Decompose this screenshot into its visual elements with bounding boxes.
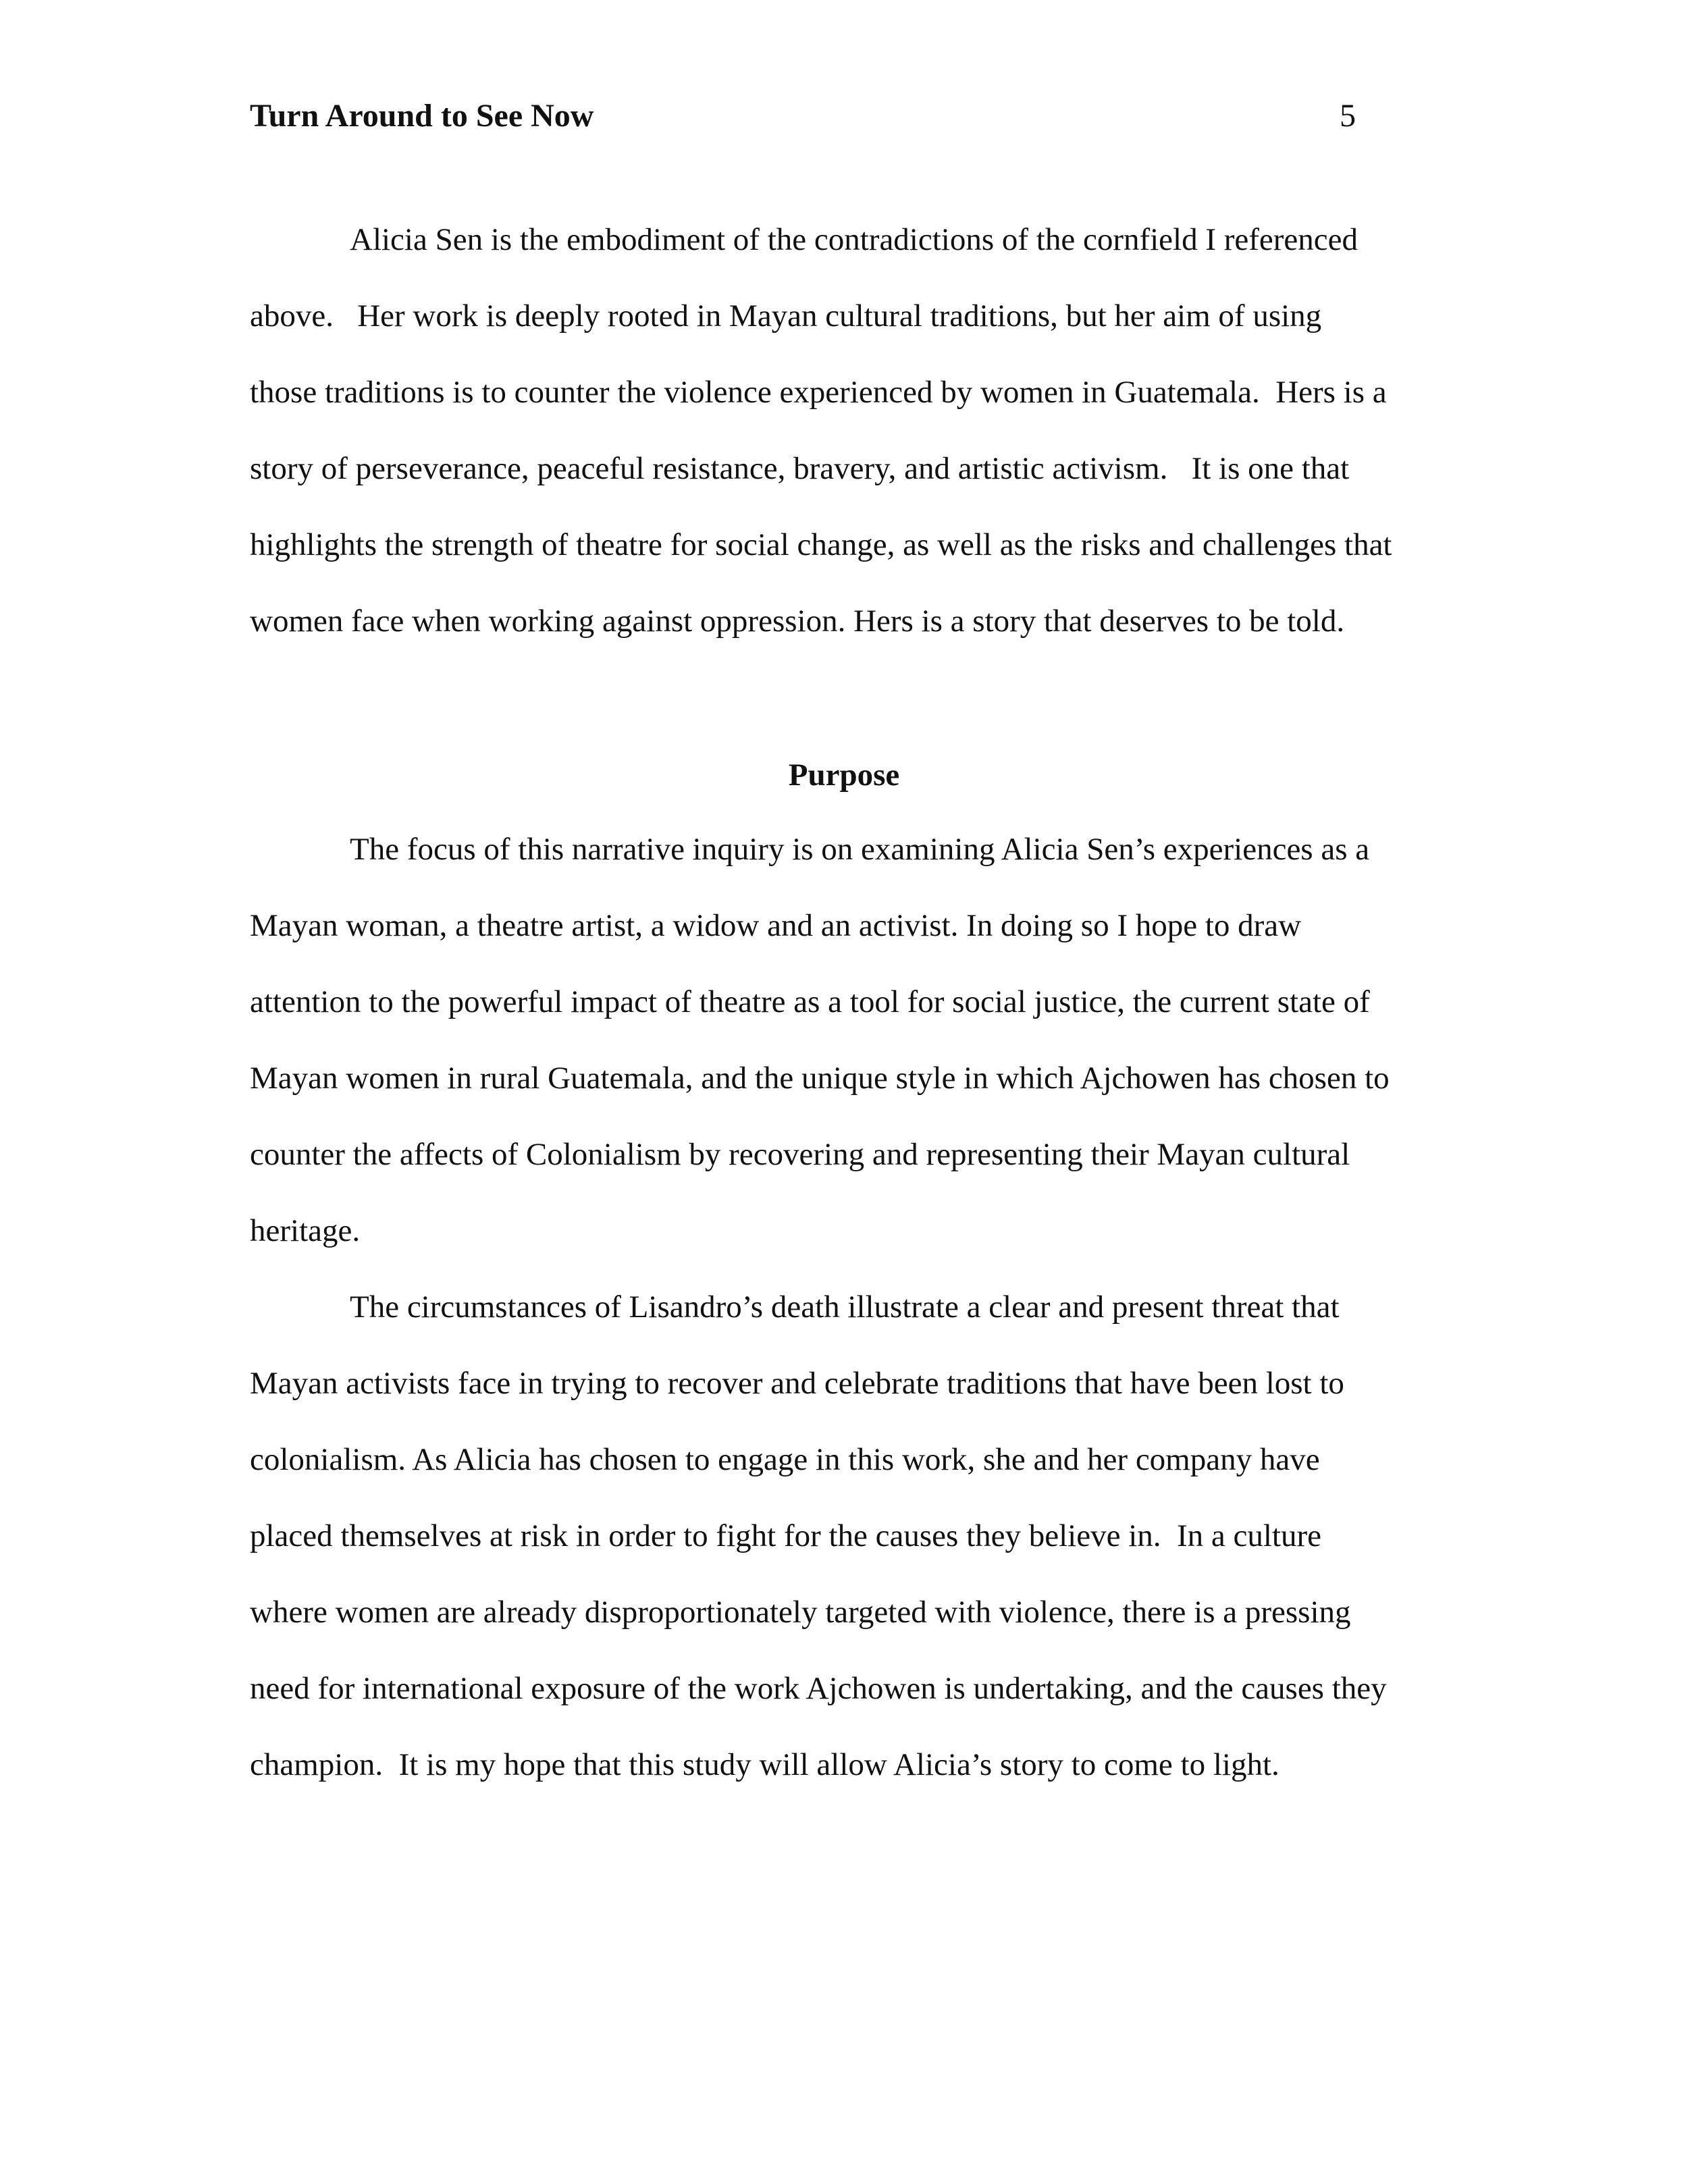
paragraph-line: The focus of this narrative inquiry is on examining Alicia Sen’s experiences as a bbox=[350, 832, 1370, 867]
paragraph-line: champion. It is my hope that this study will allow Alicia’s story to come to light. bbox=[250, 1747, 1280, 1782]
paragraph-line: women face when working against oppression. Hers is a story that deserves to be told. bbox=[250, 604, 1345, 639]
paragraph-line: Mayan activists face in trying to recover and celebrate traditions that have been lost to bbox=[250, 1366, 1344, 1401]
paragraph-line: need for international exposure of the work Ajchowen is undertaking, and the causes they bbox=[250, 1671, 1387, 1706]
paragraph-line: where women are already disproportionately targeted with violence, there is a pressing bbox=[250, 1595, 1351, 1630]
paragraph-line: above. Her work is deeply rooted in Mayan cultural traditions, but her aim of using bbox=[250, 298, 1322, 334]
paragraph-line: placed themselves at risk in order to fight for the causes they believe in. In a culture bbox=[250, 1518, 1322, 1553]
paragraph-line: Alicia Sen is the embodiment of the contradictions of the cornfield I referenced bbox=[350, 222, 1359, 257]
paragraph-line: The circumstances of Lisandro’s death illustrate a clear and present threat that bbox=[350, 1289, 1340, 1325]
paragraph-line: colonialism. As Alicia has chosen to engage in this work, she and her company have bbox=[250, 1442, 1320, 1477]
paragraph-line: counter the affects of Colonialism by recovering and representing their Mayan cultural bbox=[250, 1137, 1350, 1172]
paragraph-line: Mayan women in rural Guatemala, and the unique style in which Ajchowen has chosen to bbox=[250, 1061, 1390, 1096]
paragraph-line: highlights the strength of theatre for social change, as well as the risks and challenges that bbox=[250, 527, 1392, 562]
paragraph-line: those traditions is to counter the violence experienced by women in Guatemala. Hers is a bbox=[250, 375, 1387, 410]
paragraph-line: story of perseverance, peaceful resistance, bravery, and artistic activism. It is one that bbox=[250, 451, 1350, 486]
paragraph-line: heritage. bbox=[250, 1213, 361, 1248]
paragraph-line: attention to the powerful impact of theatre as a tool for social justice, the current state of bbox=[250, 984, 1370, 1019]
section-heading-purpose: Purpose bbox=[788, 757, 900, 793]
paragraph-line: Mayan woman, a theatre artist, a widow and an activist. In doing so I hope to draw bbox=[250, 908, 1302, 943]
page-number: 5 bbox=[1340, 98, 1356, 134]
running-head: Turn Around to See Now bbox=[250, 98, 594, 134]
